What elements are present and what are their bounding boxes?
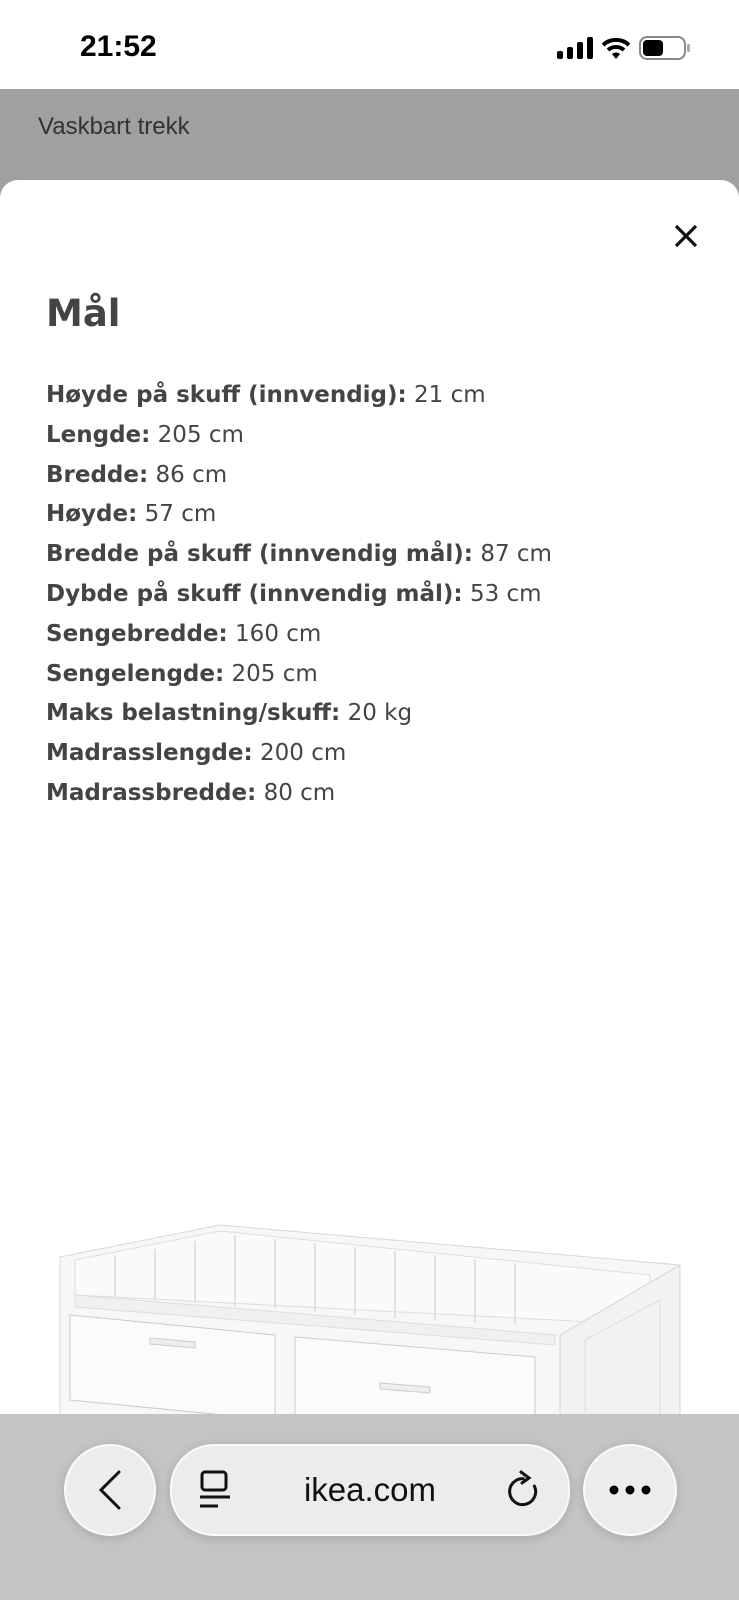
- spec-value: 86 cm: [155, 461, 228, 488]
- spec-item: [46, 575, 552, 615]
- status-time: 21:52: [80, 30, 157, 63]
- wifi-icon: [601, 37, 631, 59]
- spec-label: Madrasslengde:: [46, 740, 253, 767]
- page-menu-icon: [198, 1470, 232, 1510]
- background-page-text: Vaskbart trekk: [38, 113, 190, 140]
- spec-list: [46, 376, 552, 814]
- background-page: [0, 89, 739, 189]
- spec-value: 53 cm: [469, 580, 542, 607]
- spec-item: [46, 416, 552, 456]
- spec-item: [46, 535, 552, 575]
- cellular-signal-icon: [557, 37, 593, 59]
- spec-value: 160 cm: [235, 620, 322, 647]
- spec-value: 57 cm: [144, 501, 217, 528]
- spec-item: [46, 734, 552, 774]
- battery-icon: [639, 36, 691, 60]
- spec-item: [46, 376, 552, 416]
- spec-value: 205 cm: [231, 660, 318, 687]
- spec-label: Lengde:: [46, 421, 151, 448]
- status-bar: [0, 0, 739, 89]
- spec-value: 20 kg: [347, 700, 413, 727]
- spec-value: 21 cm: [414, 382, 486, 408]
- spec-label: Sengebredde:: [46, 620, 228, 647]
- spec-item: [46, 655, 552, 695]
- spec-item: [46, 615, 552, 655]
- back-button[interactable]: [64, 1444, 156, 1536]
- spec-value: 80 cm: [263, 779, 336, 806]
- spec-label: Dybde på skuff (innvendig mål):: [46, 580, 463, 607]
- dimensions-sheet: [0, 180, 739, 1440]
- spec-label: Sengelengde:: [46, 660, 225, 687]
- spec-label: Bredde:: [46, 461, 149, 488]
- url-text: ikea.com: [303, 1471, 437, 1508]
- reload-icon[interactable]: [506, 1470, 542, 1510]
- spec-value: 87 cm: [480, 541, 552, 568]
- browser-toolbar: [0, 1414, 739, 1600]
- spec-label: Høyde på skuff (innvendig):: [46, 382, 407, 408]
- close-icon[interactable]: [668, 218, 704, 254]
- address-bar[interactable]: [170, 1444, 570, 1536]
- spec-item: [46, 694, 552, 734]
- spec-label: Høyde:: [46, 501, 138, 528]
- spec-label: Madrassbredde:: [46, 779, 257, 806]
- sheet-title: Mål: [46, 292, 121, 335]
- spec-item: [46, 774, 552, 814]
- spec-item: [46, 495, 552, 535]
- chevron-left-icon: [95, 1468, 125, 1512]
- spec-item: [46, 456, 552, 496]
- ellipsis-icon: [608, 1484, 652, 1496]
- spec-label: Bredde på skuff (innvendig mål):: [46, 541, 474, 568]
- spec-value: 205 cm: [157, 421, 244, 448]
- more-options-button[interactable]: [583, 1444, 677, 1536]
- spec-value: 200 cm: [260, 740, 347, 767]
- spec-label: Maks belastning/skuff:: [46, 700, 341, 727]
